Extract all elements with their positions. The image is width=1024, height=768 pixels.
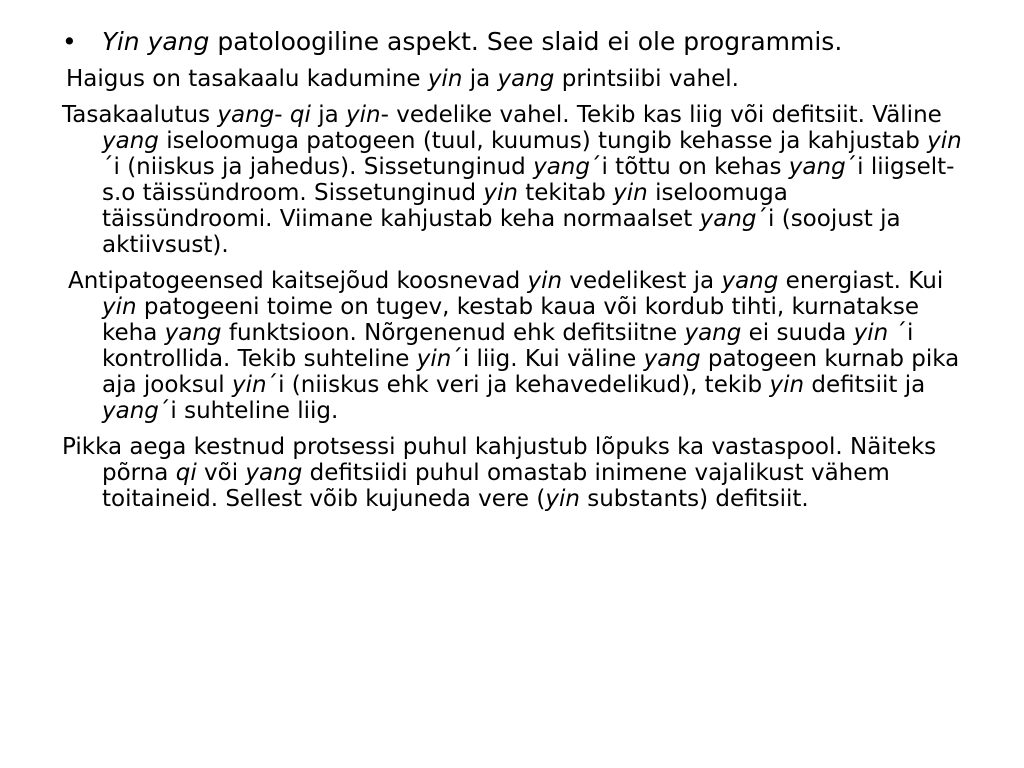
italic-term: yin [427, 66, 463, 92]
bullet-icon: • [62, 27, 77, 56]
italic-term: yang [497, 66, 555, 92]
italic-term: yang [164, 320, 222, 346]
italic-term: yang [699, 206, 757, 232]
intro-line [62, 66, 962, 92]
italic-term: yang [721, 268, 779, 294]
text-span: defitsiit ja [804, 372, 926, 398]
italic-term: yin [613, 180, 648, 206]
italic-term: yin [927, 128, 962, 154]
text-span: patogeen kurnab pika aja jooksul [102, 346, 960, 398]
text-span: defitsiidi puhul omastab inimene vajalikust vähem toitaineid. Sellest võib kujuneda vere ( [102, 460, 890, 512]
text-span: vedelikest ja [562, 268, 722, 294]
slide-heading [62, 22, 962, 62]
paragraph-long-process [62, 434, 962, 512]
text-span: ´i (soojust ja aktiivsust). [102, 206, 901, 258]
italic-term: yin [527, 268, 563, 294]
text-span: Haigus on tasakaalu kadumine [66, 66, 428, 92]
italic-term: yin [416, 346, 452, 372]
text-span: patogeeni toime on tugev, kestab kaua või kordub tihti, kurnatakse keha [102, 294, 919, 346]
text-span: ´i kontrollida. Tekib suhteline [102, 320, 914, 372]
heading-text: patoloogiline aspekt. See slaid ei ole programmis. [209, 27, 843, 56]
italic-term: yang [643, 346, 701, 372]
italic-term: yin [346, 102, 381, 128]
text-span: ´i liigselt- s.o täissündroom. Sissetunginud [102, 154, 955, 206]
text-span: ja [310, 102, 346, 128]
italic-term: yang [245, 460, 303, 486]
italic-term: qi [175, 460, 197, 486]
text-span: ´i liig. Kui väline [451, 346, 644, 372]
italic-term: yang [217, 102, 275, 128]
italic-term: yang [788, 154, 846, 180]
italic-term: yin [102, 294, 137, 320]
text-span: - [274, 102, 290, 128]
text-span: printsiibi vahel. [554, 66, 739, 92]
text-span: ei suuda [741, 320, 854, 346]
text-span: substants) defitsiit. [579, 486, 809, 512]
text-span: ´i (niiskus ja jahedus). Sissetunginud [102, 154, 534, 180]
slide-body [62, 22, 962, 522]
text-span: Antipatogeensed kaitsejõud koosnevad [68, 268, 528, 294]
italic-term: yin [853, 320, 889, 346]
italic-term: yang [102, 398, 159, 424]
text-span: energiast. Kui [778, 268, 944, 294]
text-span: või [196, 460, 246, 486]
italic-term: yang [684, 320, 742, 346]
text-span: ´i suhteline liig. [158, 398, 339, 424]
italic-term: yin [483, 180, 518, 206]
text-span: - vedelike vahel. Tekib kas liig või defitsiit. Väline [380, 102, 942, 128]
text-span: Tasakaalutus [62, 102, 218, 128]
text-span: funktsioon. Nõrgenenud ehk defitsiitne [221, 320, 685, 346]
heading-yin-yang: Yin yang [102, 27, 210, 56]
text-span: Pikka aega kestnud protsessi puhul kahjustub lõpuks ka vastaspool. Näiteks põrna [62, 434, 937, 486]
italic-term: yang [533, 154, 590, 180]
text-span: ja [462, 66, 498, 92]
italic-term: yin [232, 372, 267, 398]
text-span: tekitab [517, 180, 614, 206]
text-span: ´i (niiskus ehk veri ja kehavedelikud), tekib [266, 372, 770, 398]
italic-term: qi [289, 102, 311, 128]
text-span: iseloomuga täissündroomi. Viimane kahjustab keha normaalset [102, 180, 788, 232]
text-span: ´i tõttu on kehas [589, 154, 789, 180]
italic-term: yang [102, 128, 159, 154]
text-span: iseloomuga patogeen (tuul, kuumus) tungib kehasse ja kahjustab [158, 128, 928, 154]
paragraph-defense [62, 268, 962, 424]
paragraph-imbalance [62, 102, 962, 258]
italic-term: yin [545, 486, 580, 512]
italic-term: yin [769, 372, 805, 398]
